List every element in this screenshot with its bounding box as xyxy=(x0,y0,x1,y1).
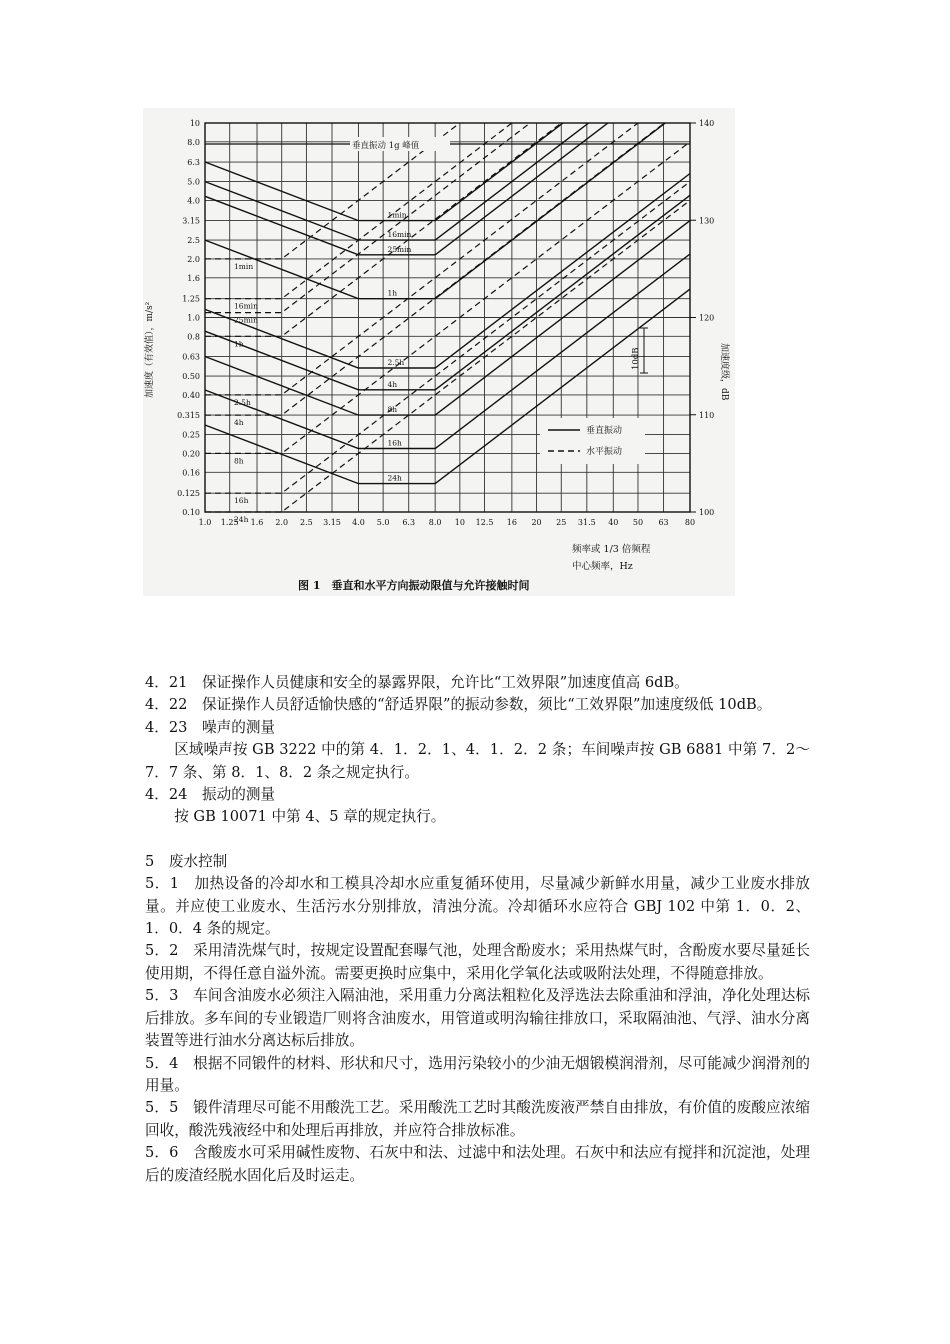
legend-horizontal: 水平振动 xyxy=(586,447,623,457)
y-tick-label: 0.16 xyxy=(182,468,200,478)
horizontal-curve-label: 8h xyxy=(234,456,244,466)
para-4-24-title: 4．24 振动的测量 xyxy=(145,786,276,804)
vertical-curve-label: 1h xyxy=(387,288,398,298)
para-4-24-body: 按 GB 10071 中第 4、5 章的规定执行。 xyxy=(174,808,446,826)
x-tick-label: 63 xyxy=(658,518,669,527)
figure-caption: 图 1 垂直和水平方向振动限值与允许接触时间 xyxy=(298,579,530,592)
y2-tick-label: 100 xyxy=(699,508,715,517)
y-tick-label: 0.10 xyxy=(182,508,200,517)
y-tick-label: 0.315 xyxy=(177,411,200,421)
x-tick-label: 1.25 xyxy=(220,518,239,527)
right-axis-label: 加速度级，dB xyxy=(719,343,729,401)
y-tick-label: 4.0 xyxy=(187,196,200,206)
y-tick-label: 6.3 xyxy=(187,158,200,168)
horizontal-curve-label: 1min xyxy=(234,261,254,271)
x-axis-label-1: 频率或 1/3 倍频程 xyxy=(572,544,651,555)
horizontal-curve-label: 16min xyxy=(234,301,258,311)
x-tick-label: 2.0 xyxy=(275,518,289,527)
vertical-curve-label: 16min xyxy=(387,230,412,240)
horizontal-curve-label: 1h xyxy=(234,339,244,349)
vertical-curve-label: 2.5h xyxy=(387,357,405,367)
y-tick-label: 0.125 xyxy=(177,489,200,499)
vertical-curve-label: 4h xyxy=(387,379,398,389)
x-tick-label: 12.5 xyxy=(475,518,494,527)
y-tick-label: 0.8 xyxy=(187,332,200,342)
x-tick-label: 40 xyxy=(608,518,619,527)
vertical-curve-label: 1min xyxy=(387,210,407,220)
y-tick-label: 1.25 xyxy=(182,294,200,304)
y2-tick-label: 140 xyxy=(699,119,715,128)
x-axis-label-2: 中心频率，Hz xyxy=(572,561,633,572)
y-tick-label: 0.40 xyxy=(182,390,200,400)
x-tick-label: 2.5 xyxy=(300,518,313,527)
x-tick-label: 20 xyxy=(531,518,542,527)
para-5-1: 5．1 加热设备的冷却水和工模具冷却水应重复循环使用，尽量减少新鲜水用量，减少工业废水排放量。并应使工业废水、生活污水分别排放，清浊分流。冷却循环水应符合 GBJ 102 中第 1．0．2、1．0．4 条的规定。 xyxy=(145,875,810,938)
vertical-curve-label: 24h xyxy=(387,473,402,483)
y-tick-label: 5.0 xyxy=(187,177,200,187)
y-tick-label: 2.0 xyxy=(187,254,200,264)
vertical-curve-label: 8h xyxy=(387,405,398,415)
x-tick-label: 8.0 xyxy=(428,518,442,527)
x-tick-label: 3.15 xyxy=(323,518,341,527)
body-text xyxy=(145,672,810,1187)
x-tick-label: 16 xyxy=(506,518,517,527)
annotation-10db: 10dB xyxy=(631,347,641,370)
horizontal-curve-label: 4h xyxy=(234,418,244,428)
x-tick-label: 6.3 xyxy=(402,518,416,527)
vertical-curve-label: 25min xyxy=(387,244,412,254)
para-4-22: 4．22 保证操作人员舒适愉快感的“舒适界限”的振动参数，须比“工效界限”加速度级低 10dB。 xyxy=(145,696,772,714)
vibration-limit-figure xyxy=(140,108,740,598)
y-tick-label: 2.5 xyxy=(187,236,200,246)
y-tick-label: 8.0 xyxy=(187,137,200,147)
y-tick-label: 10 xyxy=(189,119,200,128)
x-tick-label: 1.0 xyxy=(198,518,212,527)
horizontal-curve-label: 2.5h xyxy=(234,397,251,407)
y-tick-label: 1.0 xyxy=(187,313,200,323)
section-5-title: 5 废水控制 xyxy=(145,852,228,870)
horizontal-curve-label: 24h xyxy=(234,515,249,524)
x-tick-label: 5.0 xyxy=(376,518,390,527)
left-axis-label: 加速度（有效值），m/s² xyxy=(145,301,155,398)
x-tick-label: 31.5 xyxy=(577,518,596,527)
x-tick-label: 50 xyxy=(632,518,644,527)
y-tick-label: 0.25 xyxy=(182,430,200,440)
horizontal-curve-label: 16h xyxy=(234,496,249,506)
para-5-5: 5．5 锻件清理尽可能不用酸洗工艺。采用酸洗工艺时其酸洗废液严禁自由排放，有价值的废酸应浓缩回收，酸洗残液经中和处理后再排放，并应符合排放标准。 xyxy=(145,1099,810,1139)
x-tick-label: 4.0 xyxy=(352,518,365,527)
para-4-21: 4．21 保证操作人员健康和安全的暴露界限，允许比“工效界限”加速度值高 6dB。 xyxy=(145,674,689,691)
para-5-6: 5．6 含酸废水可采用碱性废物、石灰中和法、过滤中和法处理。石灰中和法应有搅拌和沉淀池，处理后的废渣经脱水固化后及时运走。 xyxy=(145,1144,810,1184)
annotation-peak: 垂直振动 1g 峰值 xyxy=(352,141,420,151)
x-tick-label: 1.6 xyxy=(250,518,264,527)
y-tick-label: 0.63 xyxy=(182,352,200,362)
x-tick-label: 10 xyxy=(454,518,465,527)
vertical-curve-label: 16h xyxy=(387,438,402,448)
horizontal-curve-label: 25min xyxy=(234,315,258,325)
para-4-23-body: 区域噪声按 GB 3222 中的第 4．1．2．1、4．1．2．2 条；车间噪声按 GB 6881 中第 7．2～7．7 条、第 8．1、8．2 条之规定执行。 xyxy=(145,741,810,781)
y-tick-label: 0.50 xyxy=(182,372,200,382)
x-tick-label: 80 xyxy=(684,518,696,527)
y2-tick-label: 120 xyxy=(699,313,715,323)
para-5-2: 5．2 采用清洗煤气时，按规定设置配套曝气池，处理含酚废水；采用热煤气时，含酚废水要尽量延长使用期，不得任意自溢外流。需要更换时应集中，采用化学氧化法或吸附法处理，不得随意排放。 xyxy=(145,942,810,982)
legend-vertical: 垂直振动 xyxy=(586,426,623,436)
y-tick-label: 3.15 xyxy=(182,216,200,226)
y-tick-label: 1.6 xyxy=(187,273,200,283)
para-5-3: 5．3 车间含油废水必须注入隔油池，采用重力分离法粗粒化及浮选法去除重油和浮油，净化处理达标后排放。多车间的专业锻造厂则将含油废水，用管道或明沟输往排放口，采取隔油池、气浮、油水分离装置等进行油水分离达标后排放。 xyxy=(145,987,810,1050)
y2-tick-label: 130 xyxy=(699,216,715,226)
x-tick-label: 25 xyxy=(556,518,567,527)
y2-tick-label: 110 xyxy=(699,410,715,420)
para-4-23-title: 4．23 噪声的测量 xyxy=(145,718,276,736)
para-5-4: 5．4 根据不同锻件的材料、形状和尺寸，选用污染较小的少油无烟锻模润滑剂，尽可能减少润滑剂的用量。 xyxy=(145,1054,810,1094)
y-tick-label: 0.20 xyxy=(182,449,200,459)
